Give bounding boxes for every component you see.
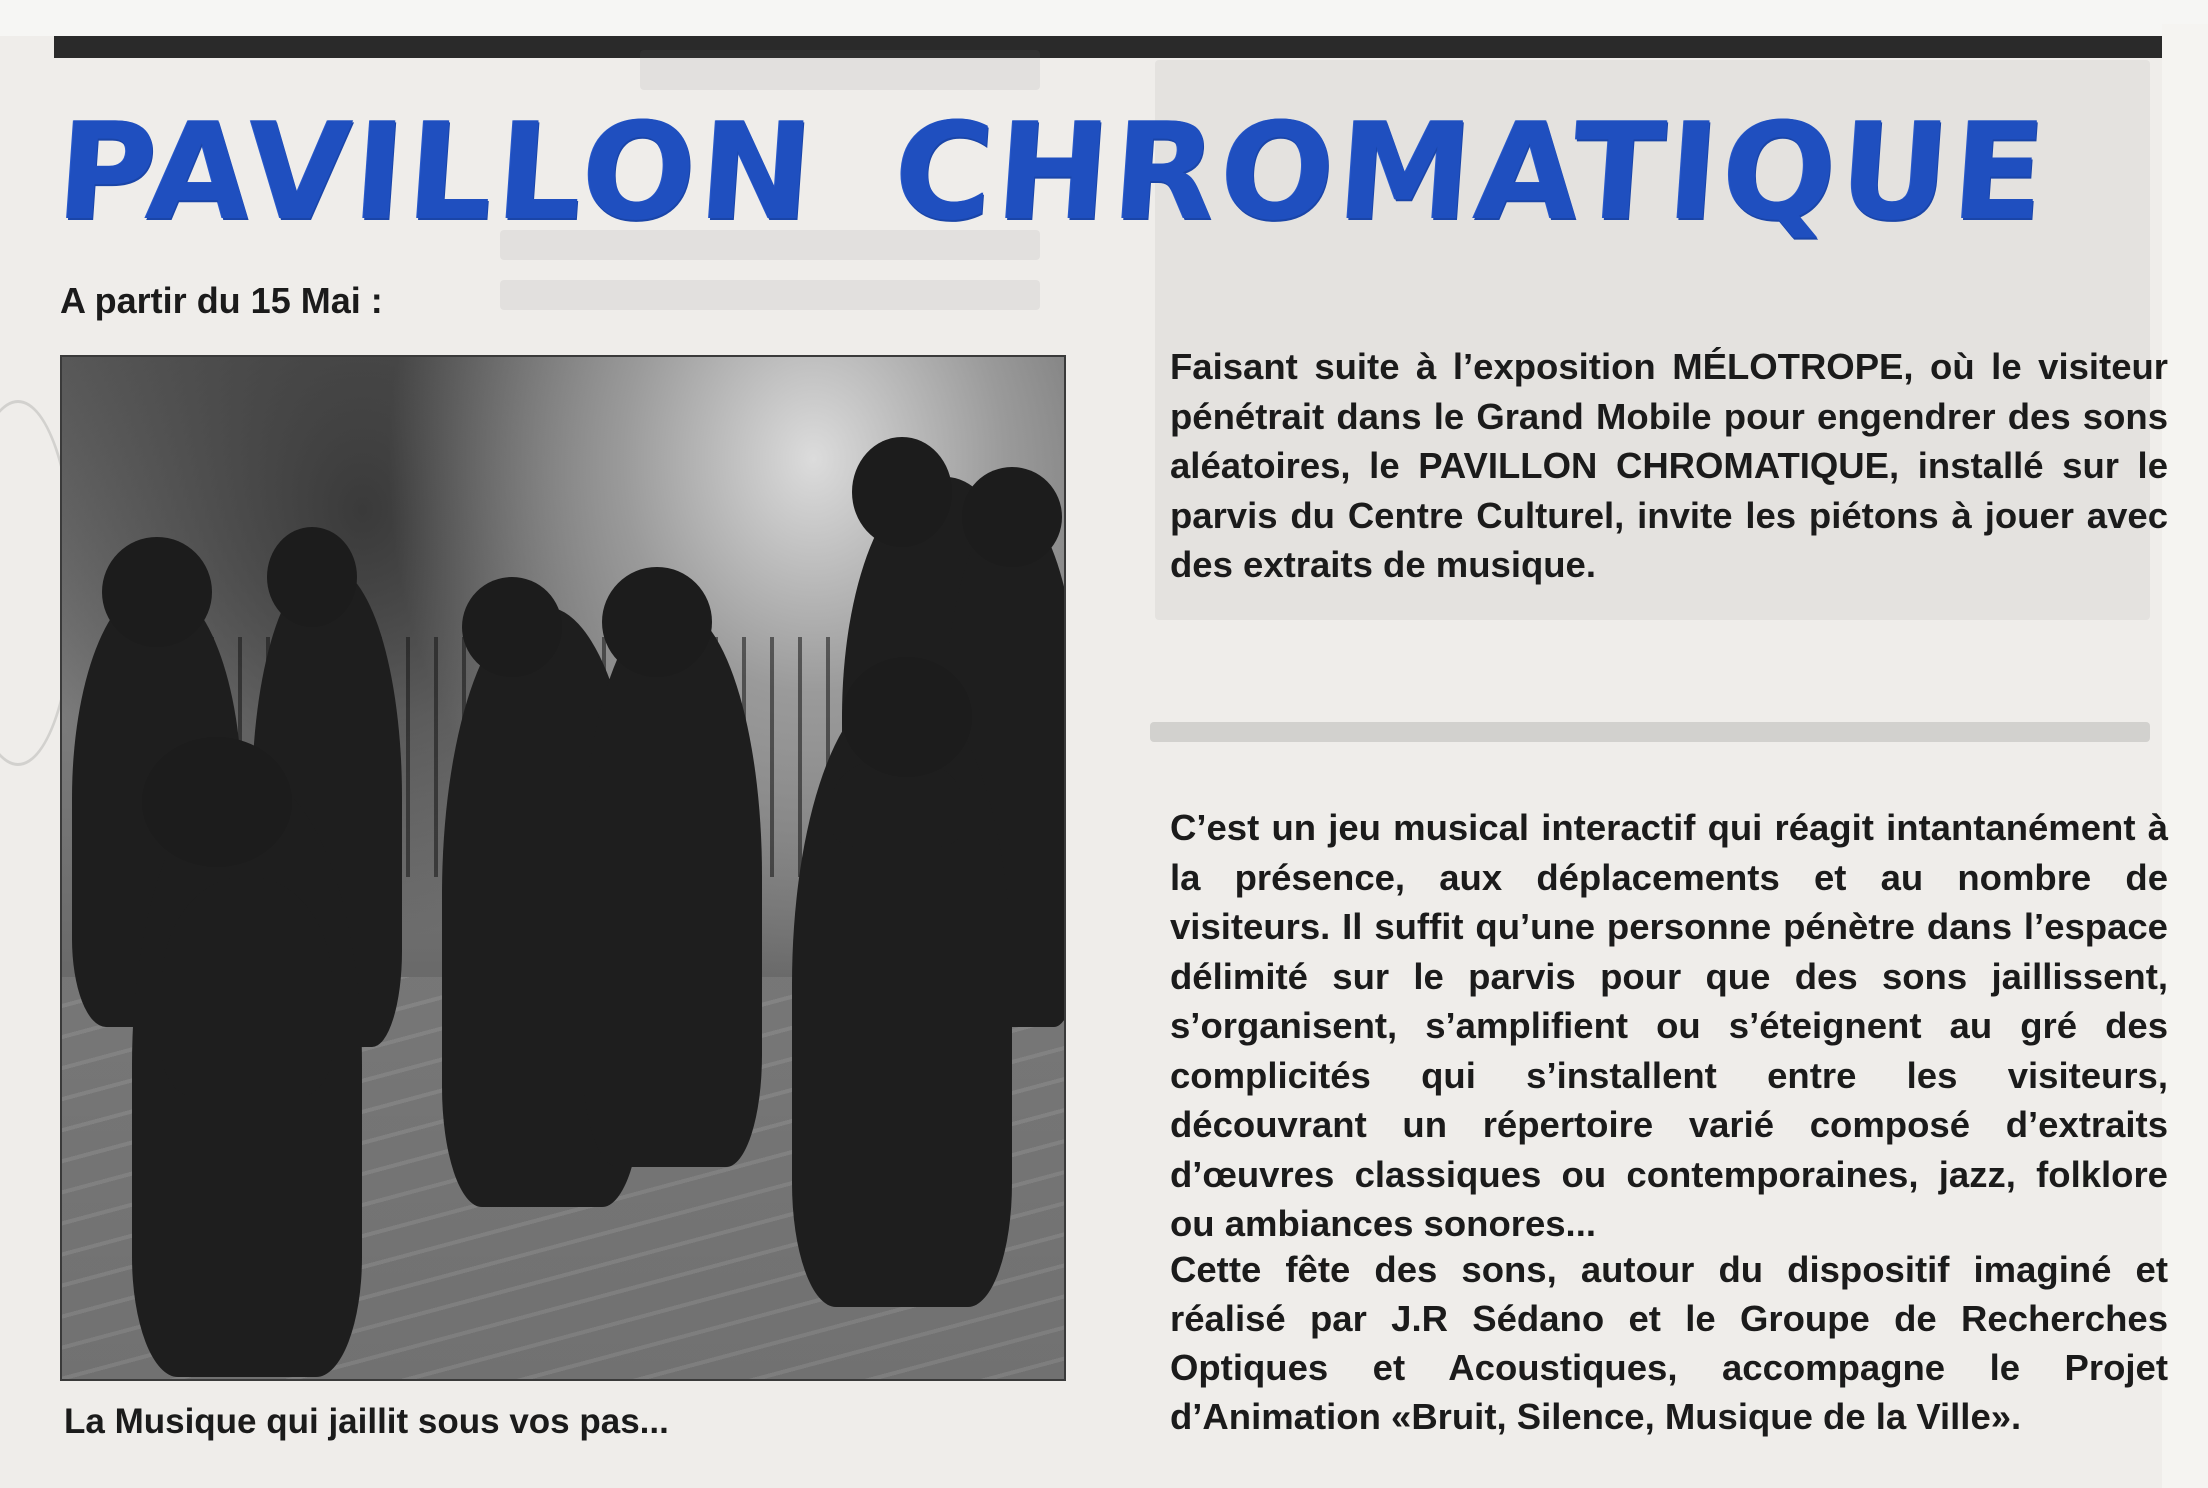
article-paragraph-1: Faisant suite à l’exposition MÉLOTROPE, où le visiteur pénétrait dans le Grand Mobile pour engendrer des sons aléatoires, le PAVILLON CHROMATIQUE, installé sur le parvis du Centre Culturel, invite les piétons à jouer avec des extraits de musique.	[1170, 346, 2168, 585]
article-paragraph-3: Cette fête des sons, autour du dispositif imaginé et réalisé par J.R Sédano et le Groupe de Recherches Optiques et Acoustiques, accompagne le Projet d’Animation «Bruit, Silence, Musique de la Ville».	[1170, 1249, 2168, 1437]
bleed-through-block	[640, 50, 1040, 90]
photo-head	[852, 437, 952, 547]
photo-head	[142, 737, 292, 867]
photo-scarf	[162, 877, 332, 1097]
page-top-margin	[0, 0, 2208, 36]
photo-head	[962, 467, 1062, 567]
photo-caption: La Musique qui jaillit sous vos pas...	[64, 1402, 669, 1441]
photo-head	[462, 577, 562, 677]
top-rule	[54, 36, 2170, 58]
photo-head	[602, 567, 712, 677]
photo-head	[102, 537, 212, 647]
photo-head	[267, 527, 357, 627]
children-playing-photo	[62, 357, 1064, 1379]
photo-figure	[582, 607, 762, 1167]
handwritten-headline: PAVILLON CHROMATIQUE	[52, 94, 2055, 250]
page-right-margin	[2162, 24, 2208, 1488]
bleed-through-rule	[1150, 722, 2150, 742]
bleed-through-block	[500, 280, 1040, 310]
photo-head	[842, 657, 972, 777]
article-paragraph-2: C’est un jeu musical interactif qui réagit intantanément à la présence, aux déplacements et au nombre de visiteurs. Il suffit qu’une personne pénètre dans l’espace délimité sur le parvis pour que des sons jaillissent, s’organisent, s’amplifient ou s’éteignent au gré des complicités qui s’installent entre les visiteurs, découvrant un répertoire varié composé d’extraits d’œuvres classiques ou contemporaines, jazz, folklore ou ambiances sonores...	[1170, 807, 2168, 1244]
date-line: A partir du 15 Mai :	[60, 280, 383, 321]
